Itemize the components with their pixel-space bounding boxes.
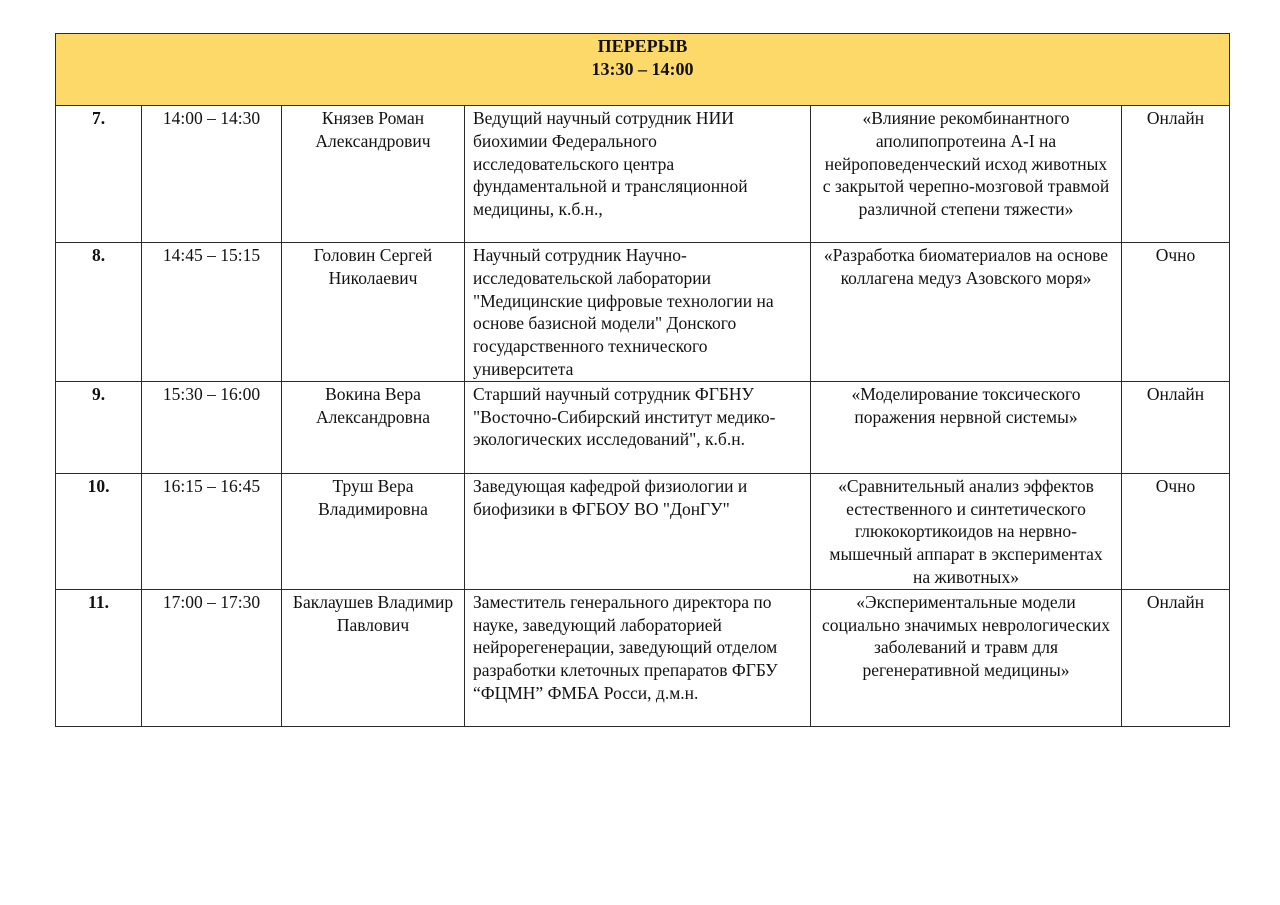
row-speaker: Вокина Вера Александровна xyxy=(282,381,465,473)
row-speaker: Князев Роман Александрович xyxy=(282,106,465,243)
schedule-table xyxy=(55,33,1230,727)
row-position: Старший научный сотрудник ФГБНУ "Восточно-Сибирский институт медико-экологических исследований", к.б.н. xyxy=(465,381,811,473)
row-format: Онлайн xyxy=(1122,589,1230,726)
row-format: Онлайн xyxy=(1122,381,1230,473)
row-time: 17:00 – 17:30 xyxy=(142,589,282,726)
row-time: 14:00 – 14:30 xyxy=(142,106,282,243)
row-number: 8. xyxy=(56,243,142,382)
row-format: Очно xyxy=(1122,243,1230,382)
row-number: 10. xyxy=(56,473,142,589)
row-format: Онлайн xyxy=(1122,106,1230,243)
row-speaker: Баклаушев Владимир Павлович xyxy=(282,589,465,726)
row-number: 9. xyxy=(56,381,142,473)
break-cell xyxy=(56,34,1230,106)
row-position: Заведующая кафедрой физиологии и биофизики в ФГБОУ ВО "ДонГУ" xyxy=(465,473,811,589)
row-number: 7. xyxy=(56,106,142,243)
break-time: 13:30 – 14:00 xyxy=(591,59,694,79)
break-row xyxy=(56,34,1230,106)
row-position: Научный сотрудник Научно-исследовательской лаборатории "Медицинские цифровые технологии на основе базисной модели" Донского государственного технического университета xyxy=(465,243,811,382)
row-format: Очно xyxy=(1122,473,1230,589)
row-speaker: Труш Вера Владимировна xyxy=(282,473,465,589)
row-position: Ведущий научный сотрудник НИИ биохимии Федерального исследовательского центра фундаментальной и трансляционной медицины, к.б.н., xyxy=(465,106,811,243)
row-number: 11. xyxy=(56,589,142,726)
row-position: Заместитель генерального директора по науке, заведующий лабораторией нейрорегенерации, заведующий отделом разработки клеточных препаратов ФГБУ “ФЦМН” ФМБА Росси, д.м.н. xyxy=(465,589,811,726)
table-row xyxy=(56,381,1230,473)
row-time: 16:15 – 16:45 xyxy=(142,473,282,589)
break-title: ПЕРЕРЫВ xyxy=(597,36,688,56)
row-time: 14:45 – 15:15 xyxy=(142,243,282,382)
table-row xyxy=(56,589,1230,726)
row-topic: «Моделирование токсического поражения нервной системы» xyxy=(811,381,1122,473)
table-row xyxy=(56,106,1230,243)
table-row xyxy=(56,473,1230,589)
row-topic: «Экспериментальные модели социально значимых неврологических заболеваний и травм для регенеративной медицины» xyxy=(811,589,1122,726)
row-speaker: Головин Сергей Николаевич xyxy=(282,243,465,382)
row-topic: «Влияние рекомбинантного аполипопротеина А-I на нейроповеденческий исход животных с закрытой черепно-мозговой травмой различной степени тяжести» xyxy=(811,106,1122,243)
table-row xyxy=(56,243,1230,382)
row-topic: «Разработка биоматериалов на основе коллагена медуз Азовского моря» xyxy=(811,243,1122,382)
row-time: 15:30 – 16:00 xyxy=(142,381,282,473)
row-topic: «Сравнительный анализ эффектов естественного и синтетического глюкокортикоидов на нервно-мышечный аппарат в экспериментах на животных» xyxy=(811,473,1122,589)
